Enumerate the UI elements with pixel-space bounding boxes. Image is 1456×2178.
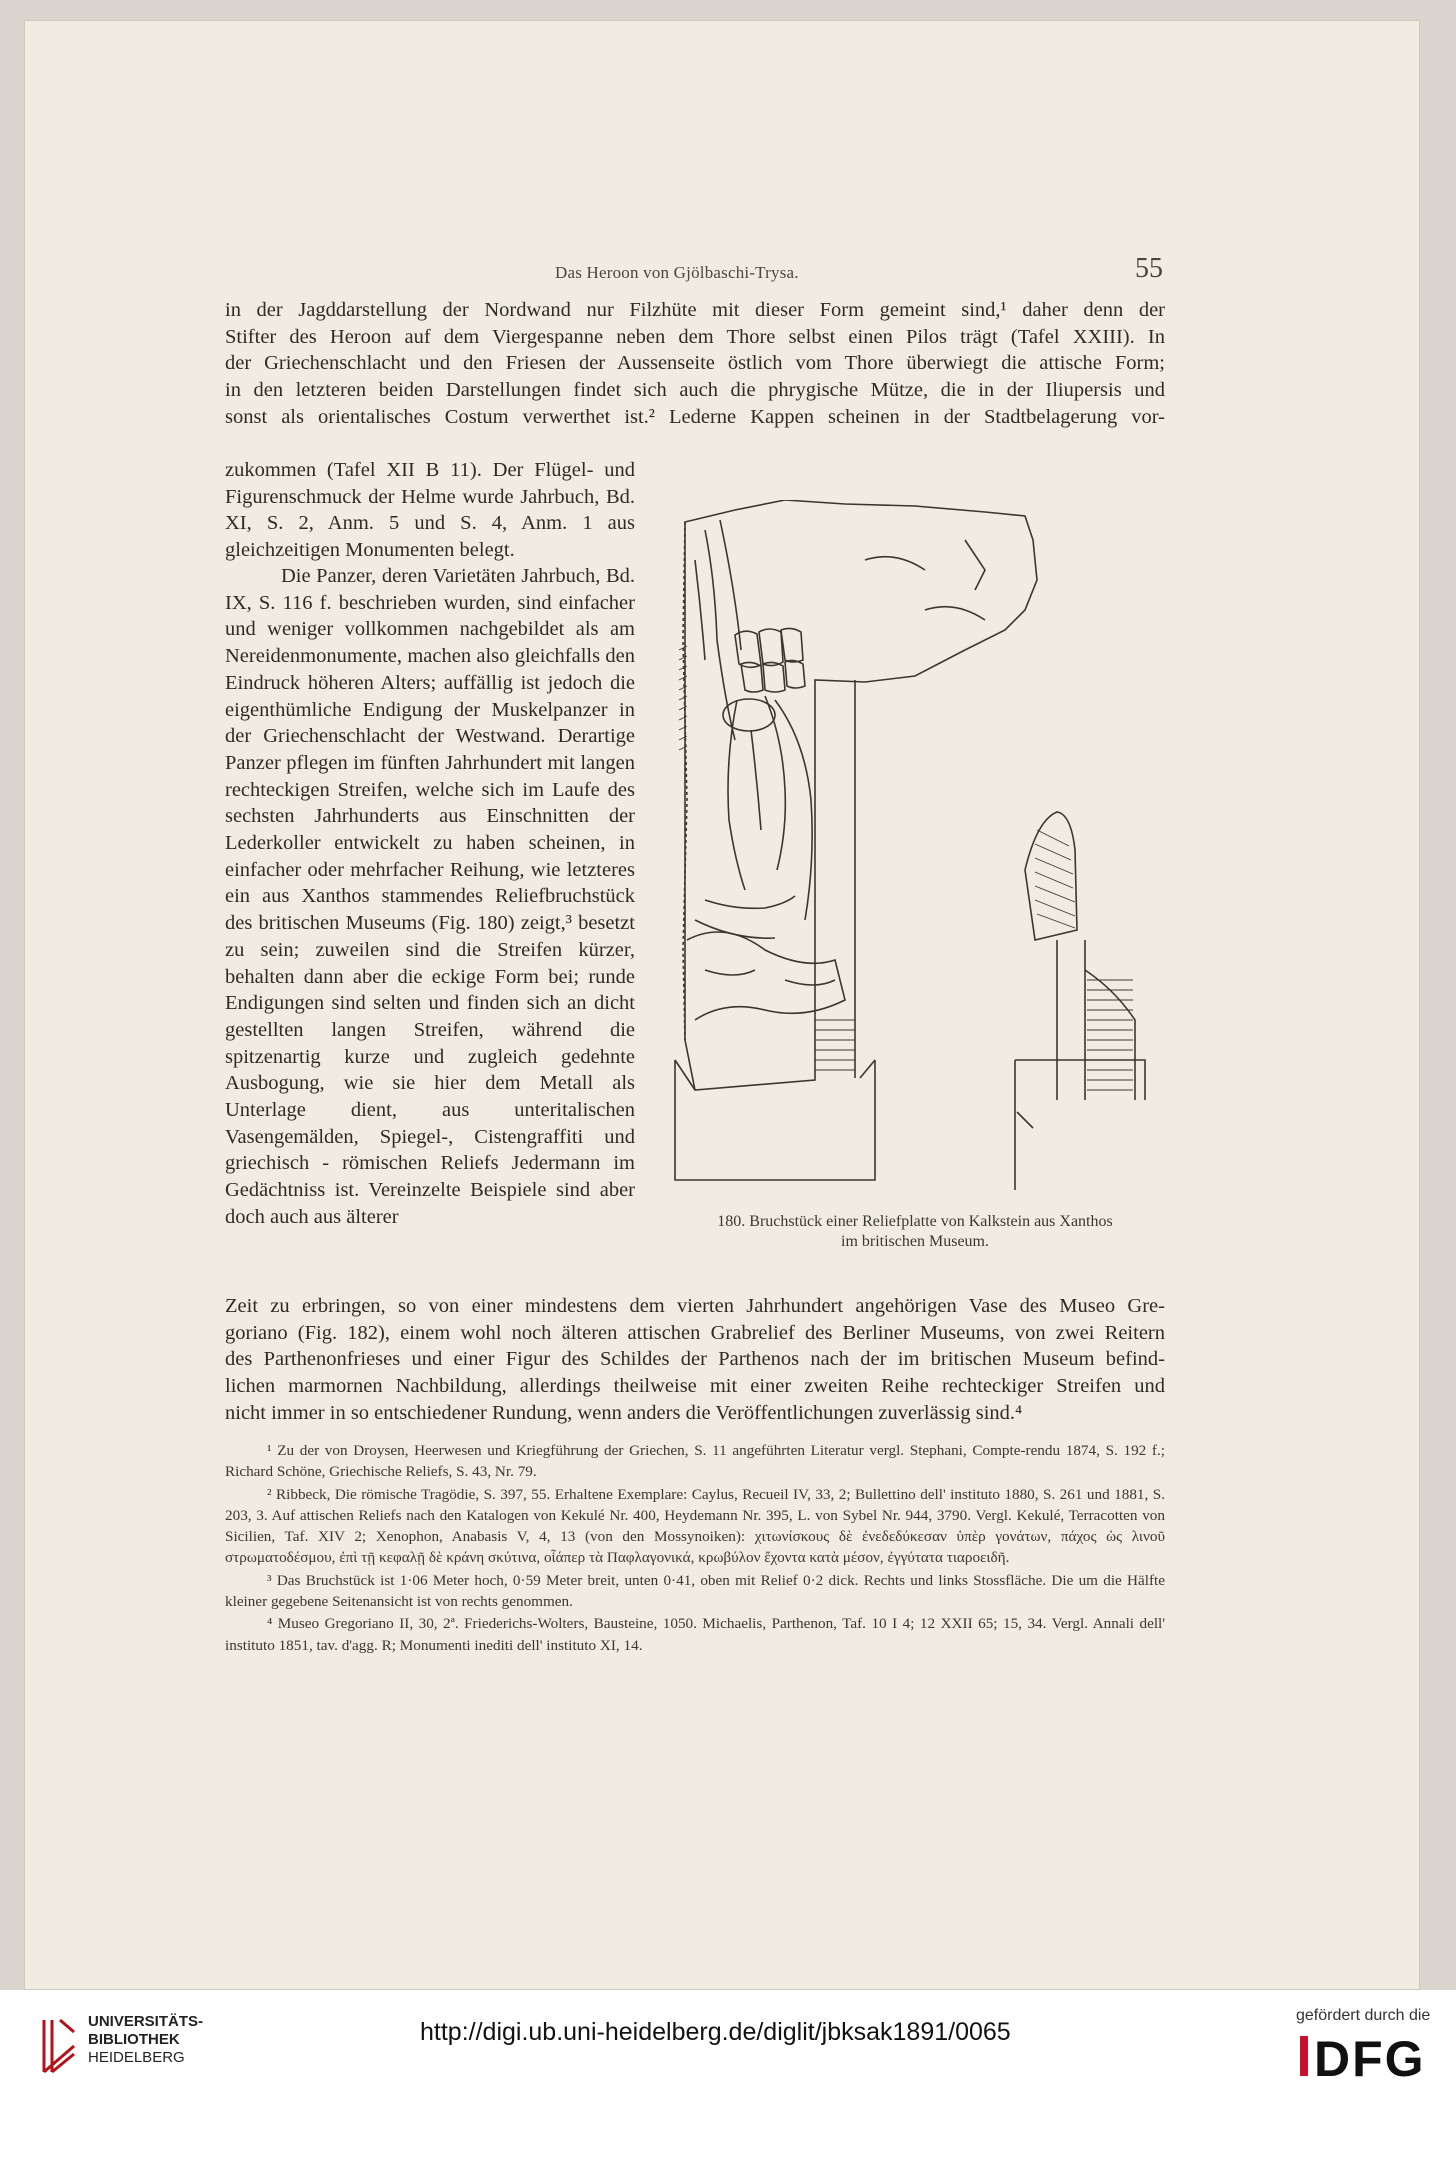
figure-caption [660,1212,1170,1252]
text-line: lichen marmornen Nachbildung, allerdings theilweise mit einer zweiten Reihe rechteckiger Streifen und [225,1375,1165,1398]
footnote: ² Ribbeck, Die römische Tragödie, S. 397, 55. Erhaltene Exemplare: Caylus, Recueil IV, 33, 2; Bullettino dell' instituto 1880, S. 261 und 1881, S. 203, 3. Auf attischen Reliefs nach den Katalogen von Kekulé Nr. 400, Heydemann Nr. 395, L. von Sybel Nr. 944, 3790. Vergl. Kekulé, Terracotten von Sicilien, Taf. XIV 2; Xenophon, Anabasis V, 4, 13 (von den Mossynoiken): χιτωνίσκους δὲ ἐνεδεδύκεσαν ὑπὲρ γονάτων, πάχος ὡς λινοῦ στρωματοδέσμου, ἐπὶ τῇ κεφαλῇ δὲ κράνη σκύτινα, οἷάπερ τὰ Παφλαγονικά, κρωβύλον ἔχοντα κατὰ μέσον, ἐγγύτατα τιαροειδῆ. [225,1485,1165,1567]
caption-line: im britischen Museum. [841,1233,989,1250]
library-name-line: HEIDELBERG [88,2049,185,2066]
caption-line: 180. Bruchstück einer Reliefplatte von Kalkstein aus Xanthos [717,1213,1113,1230]
footnote: ⁴ Museo Gregoriano II, 30, 2ª. Friederichs-Wolters, Bausteine, 1050. Michaelis, Parthenon, Taf. 10 I 4; 12 XXII 65; 15, 34. Vergl. Annali dell' instituto 1851, tav. d'agg. R; Monumenti inediti dell' instituto XI, 14. [225,1615,1165,1654]
paragraph-armour: Die Panzer, deren Varietäten Jahrbuch, Bd. IX, S. 116 f. beschrieben wurden, sind einfacher und weniger vollkommen nachgebildet als am Nereidenmonumente, machen also gleichfalls den Eindruck höheren Alters; auffällig ist jedoch die eigenthümliche Endigung der Muskelpanzer in der Griechenschlacht der Westwand. Derartige Panzer pflegen im fünften Jahrhundert mit langen rechteckigen Streifen, welche sich im Laufe des sechsten Jahrhunderts aus Einschnitten der Lederkoller entwickelt zu haben scheinen, in einfacher oder mehrfacher Reihung, wie letzteres ein aus Xanthos stammendes Reliefbruchstück des britischen Museums (Fig. 180) zeigt,³ besetzt zu sein; zuweilen sind die Streifen kürzer, behalten dann aber die eckige Form bei; runde Endigungen sind selten und finden sich an dicht gestellten langen Streifen, während die spitzenartig kurze und zugleich gedehnte Ausbogung, wie sie hier dem Metall als Unterlage dient, aus unteritalischen Vasengemälden, Spiegel-, Cistengraffiti und griechisch - römischen Reliefs Jedermann im Gedächtniss ist. Vereinzelte Beispiele sind aber doch auch aus älterer [225,565,635,1228]
text-line: nicht immer in so entschiedener Rundung, wenn anders die Veröffentlichungen zuverlässig sind.⁴ [225,1401,1023,1424]
footnote: ¹ Zu der von Droysen, Heerwesen und Kriegführung der Griechen, S. 11 angeführten Literatur vergl. Stephani, Compte-rendu 1874, S. 192 f.; Richard Schöne, Griechische Reliefs, S. 43, Nr. 79. [225,1442,1165,1481]
library-name-line: BIBLIOTHEK [88,2031,180,2048]
text-line: Stifter des Heroon auf dem Viergespanne neben dem Thore selbst einen Pilos trägt (Tafel XXIII). In [225,325,1165,348]
university-library-logo-icon [40,2016,78,2076]
footnotes [225,1440,1165,1657]
funding-label: gefördert durch die [1296,2007,1431,2024]
text-line: goriano (Fig. 182), einem wohl noch älteren attischen Grabrelief des Berliner Museums, von zwei Reitern [225,1321,1165,1344]
document-url-link[interactable]: http://digi.ub.uni-heidelberg.de/diglit/jbksak1891/0065 [420,2018,1011,2046]
dfg-logo-text: DFG [1314,2031,1426,2082]
paragraph-helmets: zukommen (Tafel XII B 11). Der Flügel- und Figurenschmuck der Helme wurde Jahrbuch, Bd. XI, S. 2, Anm. 5 und S. 4, Anm. 1 aus gleichzeitigen Monumenten belegt. [225,459,635,562]
text-line: der Griechenschlacht und den Friesen der Aussenseite östlich vom Thore überwiegt die attische Form; [225,352,1165,375]
library-name-line: UNIVERSITÄTS- [88,2013,204,2030]
library-name [88,2013,203,2067]
text-line: Zeit zu erbringen, so von einer mindestens dem vierten Jahrhundert angehörigen Vase des Museo Gre- [225,1295,1165,1317]
page-number: 55 [1135,253,1163,284]
paragraph-top [225,297,1165,431]
text-line: in den letzteren beiden Darstellungen findet sich auch die phrygische Mütze, die in der Iliupersis und [225,379,1165,402]
text-line: in der Jagddarstellung der Nordwand nur Filzhüte mit dieser Form gemeint sind,¹ daher denn der [225,299,1165,321]
text-line: des Parthenonfrieses und einer Figur des Schildes der Parthenos nach der im britischen Museum befind- [225,1348,1165,1371]
paragraph-bottom [225,1293,1165,1427]
running-head: Das Heroon von Gjölbaschi-Trysa. [555,263,799,282]
relief-fragment-illustration [665,500,1165,1200]
footnote: ³ Das Bruchstück ist 1·06 Meter hoch, 0·59 Meter breit, unten 0·41, oben mit Relief 0·2 dick. Rechts und links Stossfläche. Die um die Hälfte kleiner gegebene Seitenansicht ist von rechts genommen. [225,1571,1165,1611]
dfg-logo-icon [1300,2030,1440,2082]
text-line: sonst als orientalisches Costum verwerthet ist.² Lederne Kappen scheinen in der Stadtbelagerung vor- [225,405,1165,428]
